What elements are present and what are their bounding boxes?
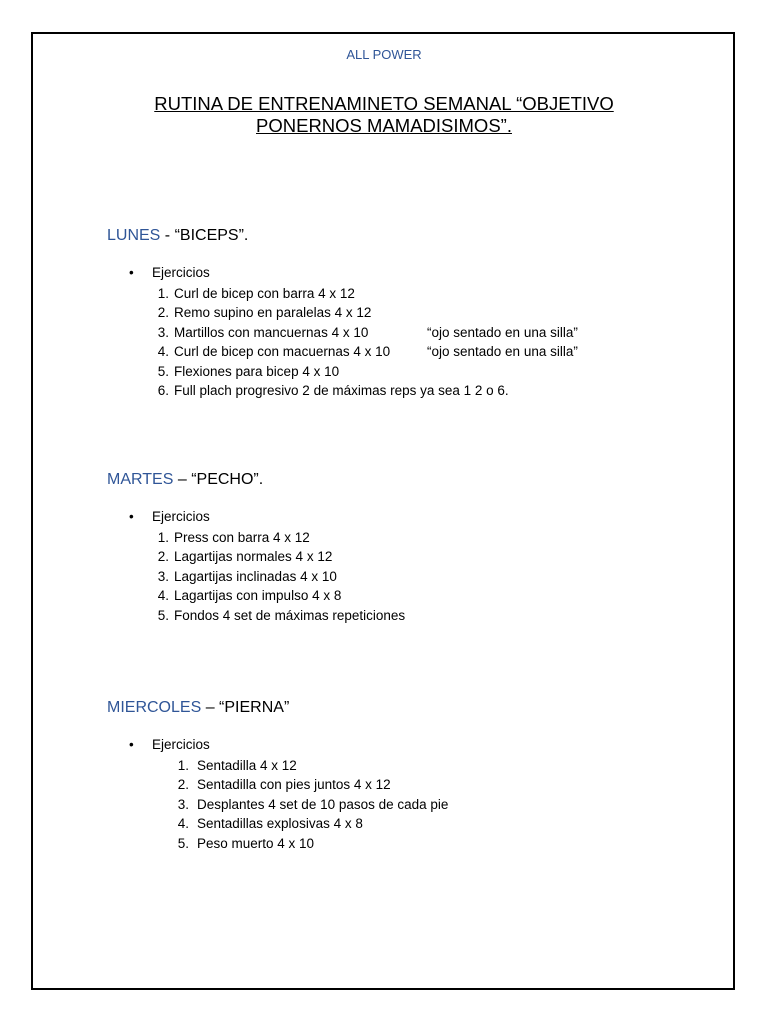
exercise-text: Fondos 4 set de máximas repeticiones <box>174 607 406 623</box>
item-number: 3. <box>177 796 189 812</box>
exercise-text: Martillos con mancuernas 4 x 10 <box>174 324 369 340</box>
exercise-text: Lagartijas con impulso 4 x 8 <box>174 588 342 604</box>
list-item <box>107 775 728 794</box>
list-item <box>107 606 728 625</box>
item-number: 1. <box>177 758 189 773</box>
list-item <box>107 814 728 833</box>
item-number: 2. <box>177 777 189 793</box>
section-heading <box>107 226 728 246</box>
bullet-icon: • <box>129 509 134 524</box>
bullet-label: Ejercicios <box>152 265 210 280</box>
exercise-text: Press con barra 4 x 12 <box>174 530 310 545</box>
section-lunes <box>107 226 728 400</box>
title-line-1: RUTINA DE ENTRENAMINETO SEMANAL “OBJETIVO <box>154 93 614 114</box>
bullet-icon: • <box>129 737 134 752</box>
bullet-label: Ejercicios <box>152 509 210 524</box>
bullet-item <box>107 264 728 282</box>
bullet-label: Ejercicios <box>152 737 210 752</box>
exercise-text: Flexiones para bicep 4 x 10 <box>174 363 340 379</box>
section-miercoles <box>107 698 728 853</box>
item-number: 4. <box>157 588 169 604</box>
item-number: 4. <box>177 816 189 832</box>
brand-header: ALL POWER <box>346 47 422 62</box>
exercise-note: “ojo sentado en una silla” <box>427 324 578 340</box>
item-number: 3. <box>157 324 169 340</box>
list-item <box>107 362 728 381</box>
exercise-text: Curl de bicep con macuernas 4 x 10 <box>174 344 391 360</box>
day-focus: “PIERNA” <box>219 699 290 716</box>
section-heading <box>107 470 728 490</box>
exercise-text: Lagartijas inclinadas 4 x 10 <box>174 568 337 584</box>
title-line-2: PONERNOS MAMADISIMOS”. <box>256 115 512 136</box>
section-martes <box>107 470 728 625</box>
exercise-list <box>107 284 728 400</box>
item-number: 6. <box>157 382 169 398</box>
list-item <box>107 547 728 566</box>
exercise-note: “ojo sentado en una silla” <box>427 344 578 360</box>
item-number: 1. <box>157 530 169 545</box>
exercise-text: Peso muerto 4 x 10 <box>197 835 315 851</box>
item-number: 2. <box>157 549 169 565</box>
exercise-list <box>107 756 728 853</box>
exercise-text: Sentadilla con pies juntos 4 x 12 <box>197 777 391 793</box>
list-item <box>107 756 728 775</box>
list-item <box>107 323 728 342</box>
list-item <box>107 567 728 586</box>
exercise-text: Lagartijas normales 4 x 12 <box>174 549 333 565</box>
list-item <box>107 303 728 322</box>
heading-separator: – <box>173 471 192 488</box>
heading-separator: - <box>160 227 175 244</box>
list-item <box>107 284 728 303</box>
exercise-text: Sentadillas explosivas 4 x 8 <box>197 816 363 832</box>
item-number: 5. <box>157 363 169 379</box>
item-number: 5. <box>157 607 169 623</box>
document-title <box>100 93 668 137</box>
day-focus: “PECHO”. <box>191 471 264 488</box>
item-number: 5. <box>177 835 189 851</box>
exercise-text: Full plach progresivo 2 de máximas reps ya sea 1 2 o 6. <box>174 382 509 398</box>
day-name: LUNES <box>107 227 161 244</box>
bullet-item <box>107 736 728 754</box>
heading-separator: – <box>201 699 220 716</box>
exercise-text: Sentadilla 4 x 12 <box>197 758 297 773</box>
item-number: 3. <box>157 568 169 584</box>
list-item <box>107 342 728 361</box>
bullet-icon: • <box>129 265 134 280</box>
list-item <box>107 528 728 547</box>
list-item <box>107 795 728 814</box>
list-item <box>107 834 728 853</box>
item-number: 2. <box>157 305 169 321</box>
exercise-list <box>107 528 728 625</box>
bullet-item <box>107 508 728 526</box>
section-heading <box>107 698 728 718</box>
day-focus: “BICEPS”. <box>174 227 249 244</box>
day-name: MARTES <box>107 471 174 488</box>
exercise-text: Curl de bicep con barra 4 x 12 <box>174 286 355 301</box>
item-number: 1. <box>157 286 169 301</box>
exercise-text: Desplantes 4 set de 10 pasos de cada pie <box>197 796 449 812</box>
list-item <box>107 381 728 400</box>
list-item <box>107 586 728 605</box>
exercise-text: Remo supino en paralelas 4 x 12 <box>174 305 372 321</box>
item-number: 4. <box>157 344 169 360</box>
day-name: MIERCOLES <box>107 699 202 716</box>
